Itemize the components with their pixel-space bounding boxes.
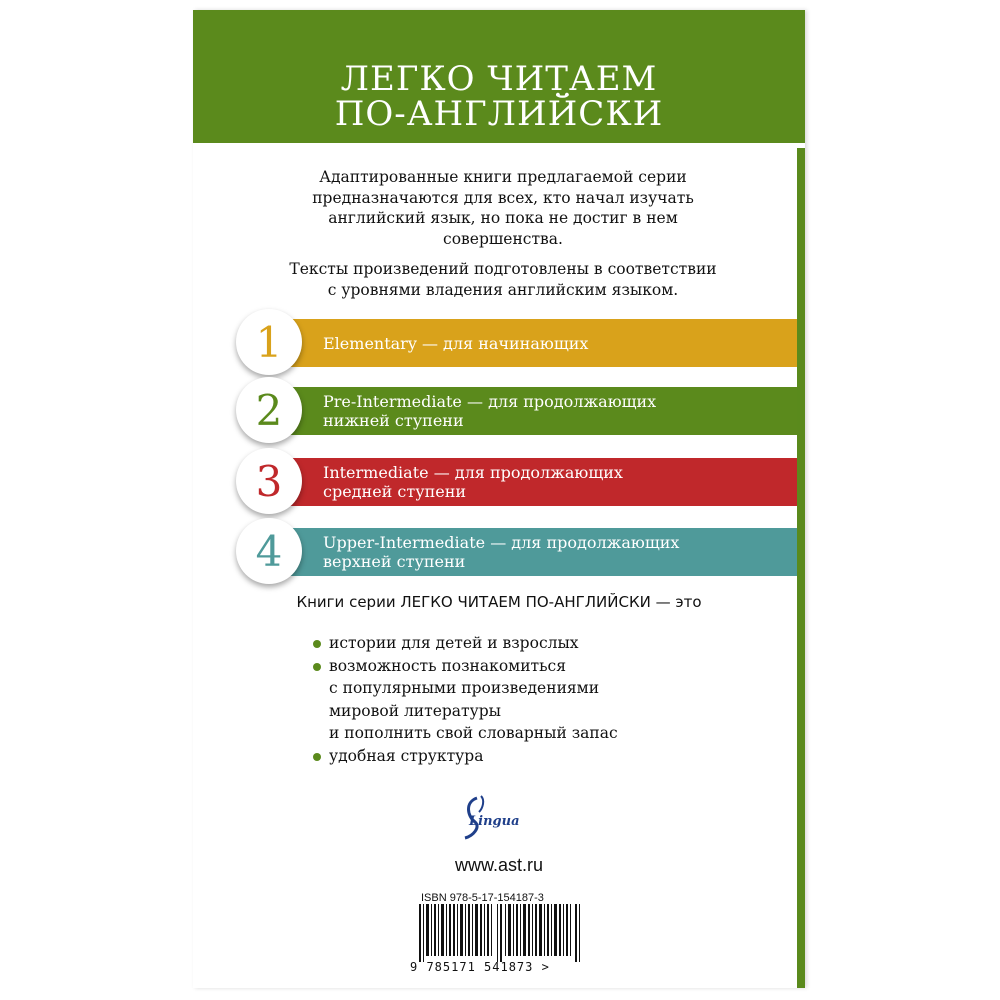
cover-edge-stripe [797,148,805,988]
intro-p2-line2: с уровнями владения английским языком. [327,280,679,299]
level-4-text [323,528,679,576]
intro-p1-line3: английский язык, но пока не достиг в нем [328,209,678,227]
level-1-line1: Elementary — для начинающих [323,333,589,353]
level-3-number-badge: 3 [236,448,302,514]
book-back-cover [193,10,805,988]
bullet-dot-icon [313,753,321,761]
level-4-row [248,528,802,576]
intro-text [253,167,753,310]
feature-3-text: удобная структура [329,746,484,765]
feature-2-line4: и пополнить свой словарный запас [329,724,618,742]
level-4-line1: Upper-Intermediate — для продолжающих [323,533,680,552]
level-2-line2: нижней ступени [323,411,464,430]
intro-p1-line1: Адаптированные книги предлагаемой серии [319,168,687,186]
feature-2-line1: возможность познакомиться [329,656,567,675]
intro-p1-line2: предназначаются для всех, кто начал изучать [312,188,694,207]
feature-item-1 [311,632,731,655]
level-2-line1: Pre-Intermediate — для продолжающих [323,392,657,411]
level-3-line1: Intermediate — для продолжающих [323,463,623,482]
bullet-dot-icon [313,640,321,648]
feature-1-text: истории для детей и взрослых [329,634,579,652]
level-1-row [248,319,802,367]
feature-2-line2: с популярными произведениями [329,679,600,697]
series-header [193,10,805,143]
level-2-row [248,387,802,435]
level-3-line2: средней ступени [323,482,467,501]
level-1-text [323,319,588,367]
level-3-text [323,458,623,506]
level-4-number-badge: 4 [236,518,302,584]
isbn-text: ISBN 978-5-17-154187-3 [421,892,544,904]
publisher-url: www.ast.ru [454,855,544,875]
feature-2-line3: мировой литературы [329,701,501,720]
lingua-logo-text: Lingua [469,814,520,829]
level-1-number-badge: 1 [236,309,302,375]
feature-item-3 [311,745,731,768]
lingua-logo-icon [455,792,535,842]
series-title-line2: ПО-АНГЛИЙСКИ [334,93,664,134]
intro-p1-line4: совершенства. [443,229,563,248]
series-description: Книги серии ЛЕГКО ЧИТАЕМ ПО-АНГЛИЙСКИ — это [296,593,702,611]
features-list [311,632,731,767]
barcode [419,904,589,962]
level-4-line2: верхней ступени [323,552,466,571]
intro-paragraph-2 [253,259,753,300]
feature-item-2 [311,655,731,745]
series-title-line1: ЛЕГКО ЧИТАЕМ [340,58,658,99]
barcode-number: 9 785171 541873 > [410,960,550,974]
level-2-text [323,387,656,435]
intro-paragraph-1 [253,167,753,249]
bullet-dot-icon [313,663,321,671]
level-2-number-badge: 2 [236,377,302,443]
level-3-row [248,458,802,506]
intro-p2-line1: Тексты произведений подготовлены в соответствии [289,260,717,278]
